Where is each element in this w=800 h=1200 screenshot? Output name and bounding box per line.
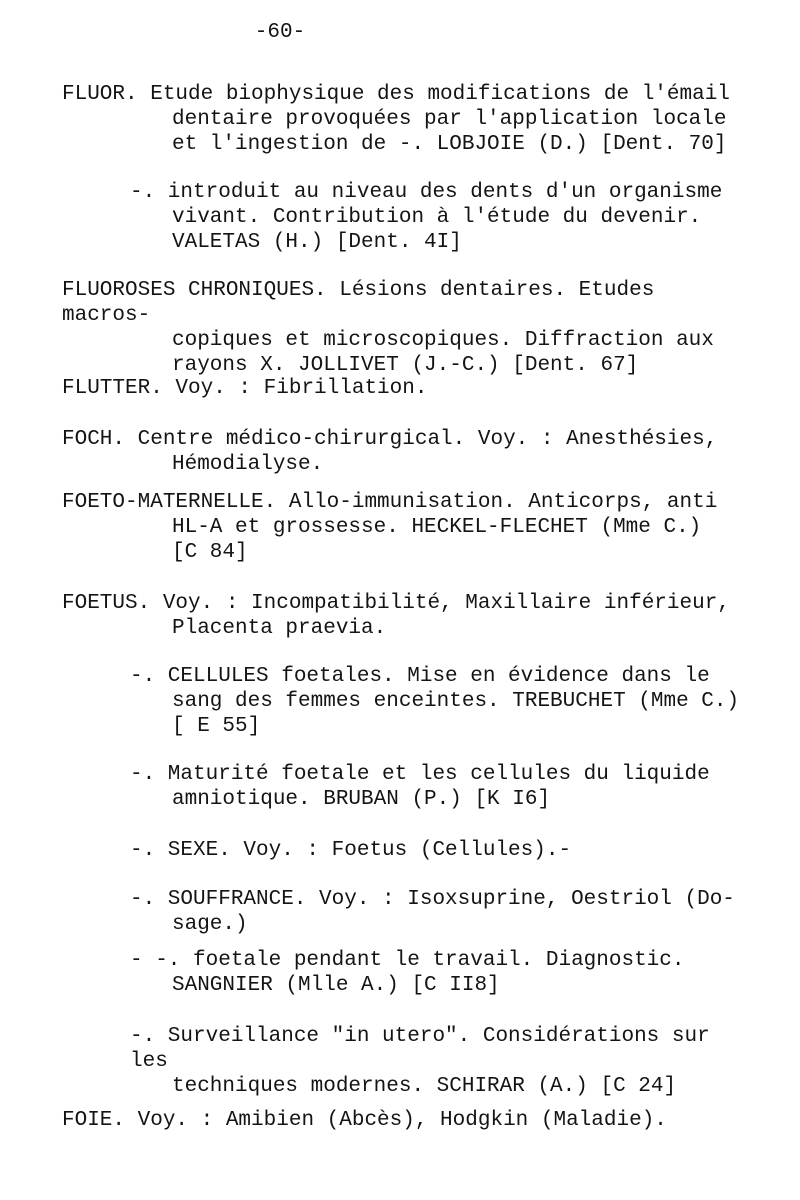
- entry-foetus-surveillance: [130, 1024, 752, 1099]
- entry-head: -. Maturité foetale et les cellules du liquide: [130, 763, 710, 786]
- entry-head: -. SEXE. Voy. : Foetus (Cellules).-: [130, 839, 572, 862]
- entry-head: FOETO-MATERNELLE. Allo-immunisation. Anticorps, anti: [62, 491, 718, 514]
- entry-foch: [62, 427, 752, 477]
- entry-line: copiques et microscopiques. Diffraction aux: [172, 329, 714, 352]
- entry-head: -. Surveillance "in utero". Considérations sur les: [130, 1025, 723, 1073]
- entry-line: sang des femmes enceintes. TREBUCHET (Mme C.): [172, 690, 740, 713]
- entry-foetus-cellules: [130, 664, 752, 739]
- entry-foetus-souffrance: [130, 887, 752, 937]
- entry-line: HL-A et grossesse. HECKEL-FLECHET (Mme C.): [172, 516, 702, 539]
- entry-line: VALETAS (H.) [Dent. 4I]: [172, 231, 462, 254]
- entry-head: FLUOROSES CHRONIQUES. Lésions dentaires. Etudes macros-: [62, 279, 667, 327]
- entry-head: -. CELLULES foetales. Mise en évidence dans le: [130, 665, 710, 688]
- entry-line: techniques modernes. SCHIRAR (A.) [C 24]: [172, 1075, 677, 1098]
- entry-flutter: [62, 376, 752, 401]
- entry-head: - -. foetale pendant le travail. Diagnostic.: [130, 949, 685, 972]
- entry-line: Hémodialyse.: [172, 453, 324, 476]
- entry-foie: [62, 1108, 752, 1133]
- entry-foeto-maternelle: [62, 490, 752, 565]
- entry-line: [ E 55]: [172, 715, 261, 738]
- entry-fluor: [62, 82, 752, 157]
- entry-head: -. SOUFFRANCE. Voy. : Isoxsuprine, Oestriol (Do-: [130, 888, 735, 911]
- entry-foetus: [62, 591, 752, 641]
- entry-foetus-souffrance-sub: [130, 948, 752, 998]
- entry-foetus-sexe: [130, 838, 752, 863]
- entry-line: et l'ingestion de -. LOBJOIE (D.) [Dent. 70]: [172, 133, 727, 156]
- entry-line: rayons X. JOLLIVET (J.-C.) [Dent. 67]: [172, 354, 639, 377]
- entry-line: vivant. Contribution à l'étude du devenir.: [172, 206, 702, 229]
- entry-fluor-sub: [130, 180, 752, 255]
- entry-foetus-maturite: [130, 762, 752, 812]
- entry-fluoroses: [62, 278, 752, 378]
- entry-head: FOETUS. Voy. : Incompatibilité, Maxillaire inférieur,: [62, 592, 730, 615]
- entry-head: FOIE. Voy. : Amibien (Abcès), Hodgkin (Maladie).: [62, 1109, 667, 1132]
- entry-head: FLUOR. Etude biophysique des modifications de l'émail: [62, 83, 730, 106]
- entry-line: sage.): [172, 913, 248, 936]
- page-number: -60-: [254, 21, 306, 44]
- entry-head: -. introduit au niveau des dents d'un organisme: [130, 181, 723, 204]
- entry-line: amniotique. BRUBAN (P.) [K I6]: [172, 788, 551, 811]
- entry-line: dentaire provoquées par l'application locale: [172, 108, 727, 131]
- entry-line: Placenta praevia.: [172, 617, 387, 640]
- entry-head: FLUTTER. Voy. : Fibrillation.: [62, 377, 428, 400]
- entry-line: [C 84]: [172, 541, 248, 564]
- entry-head: FOCH. Centre médico-chirurgical. Voy. : Anesthésies,: [62, 428, 718, 451]
- entry-line: SANGNIER (Mlle A.) [C II8]: [172, 974, 500, 997]
